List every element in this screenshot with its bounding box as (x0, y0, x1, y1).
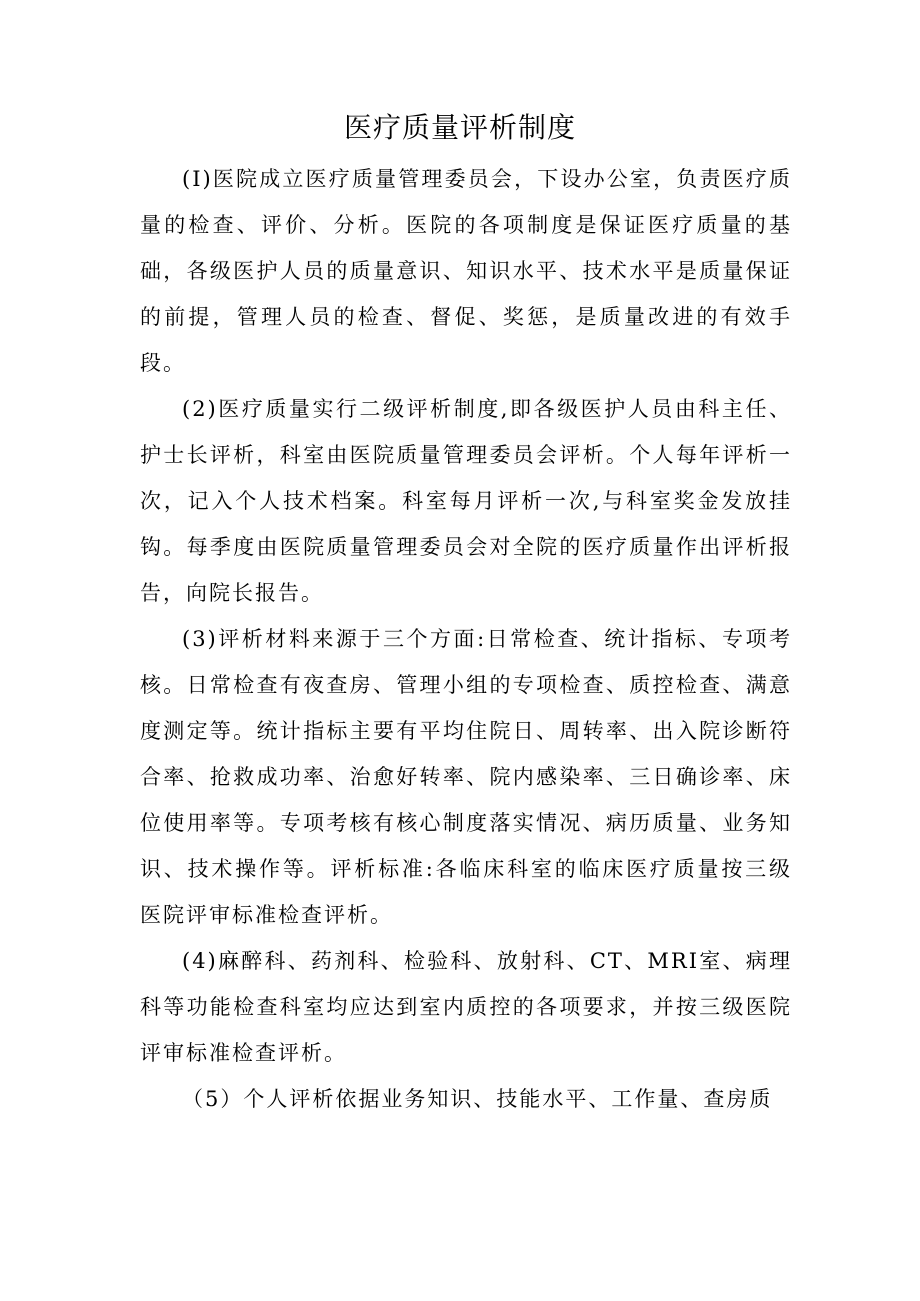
paragraph-2: (2)医疗质量实行二级评析制度,即各级医护人员由科主任、护士长评析，科室由医院质量管理委员会评析。个人每年评析一次，记入个人技术档案。科室每月评析一次,与科室奖金发放挂钩。每季度由医院质量管理委员会对全院的医疗质量作出评析报告，向院长报告。 (140, 397, 792, 605)
paragraph-4: (4)麻醉科、药剂科、检验科、放射科、CT、MRI室、病理科等功能检查科室均应达到室内质控的各项要求，并按三级医院评审标准检查评析。 (140, 949, 792, 1065)
paragraph-1: (I)医院成立医疗质量管理委员会，下设办公室，负责医疗质量的检查、评价、分析。医院的各项制度是保证医疗质量的基础，各级医护人员的质量意识、知识水平、技术水平是质量保证的前提，管理人员的检查、督促、奖惩，是质量改进的有效手段。 (140, 167, 792, 375)
document-body (140, 156, 792, 1122)
document-title: 医疗质量评析制度 (343, 111, 576, 144)
paragraph-3: (3)评析材料来源于三个方面:日常检查、统计指标、专项考核。日常检查有夜查房、管理小组的专项检查、质控检查、满意度测定等。统计指标主要有平均住院日、周转率、出入院诊断符合率、抢救成功率、治愈好转率、院内感染率、三日确诊率、床位使用率等。专项考核有核心制度落实情况、病历质量、业务知识、技术操作等。评析标准:各临床科室的临床医疗质量按三级医院评审标准检查评析。 (140, 627, 792, 927)
paragraph-5: （5）个人评析依据业务知识、技能水平、工作量、查房质 (182, 1087, 773, 1111)
